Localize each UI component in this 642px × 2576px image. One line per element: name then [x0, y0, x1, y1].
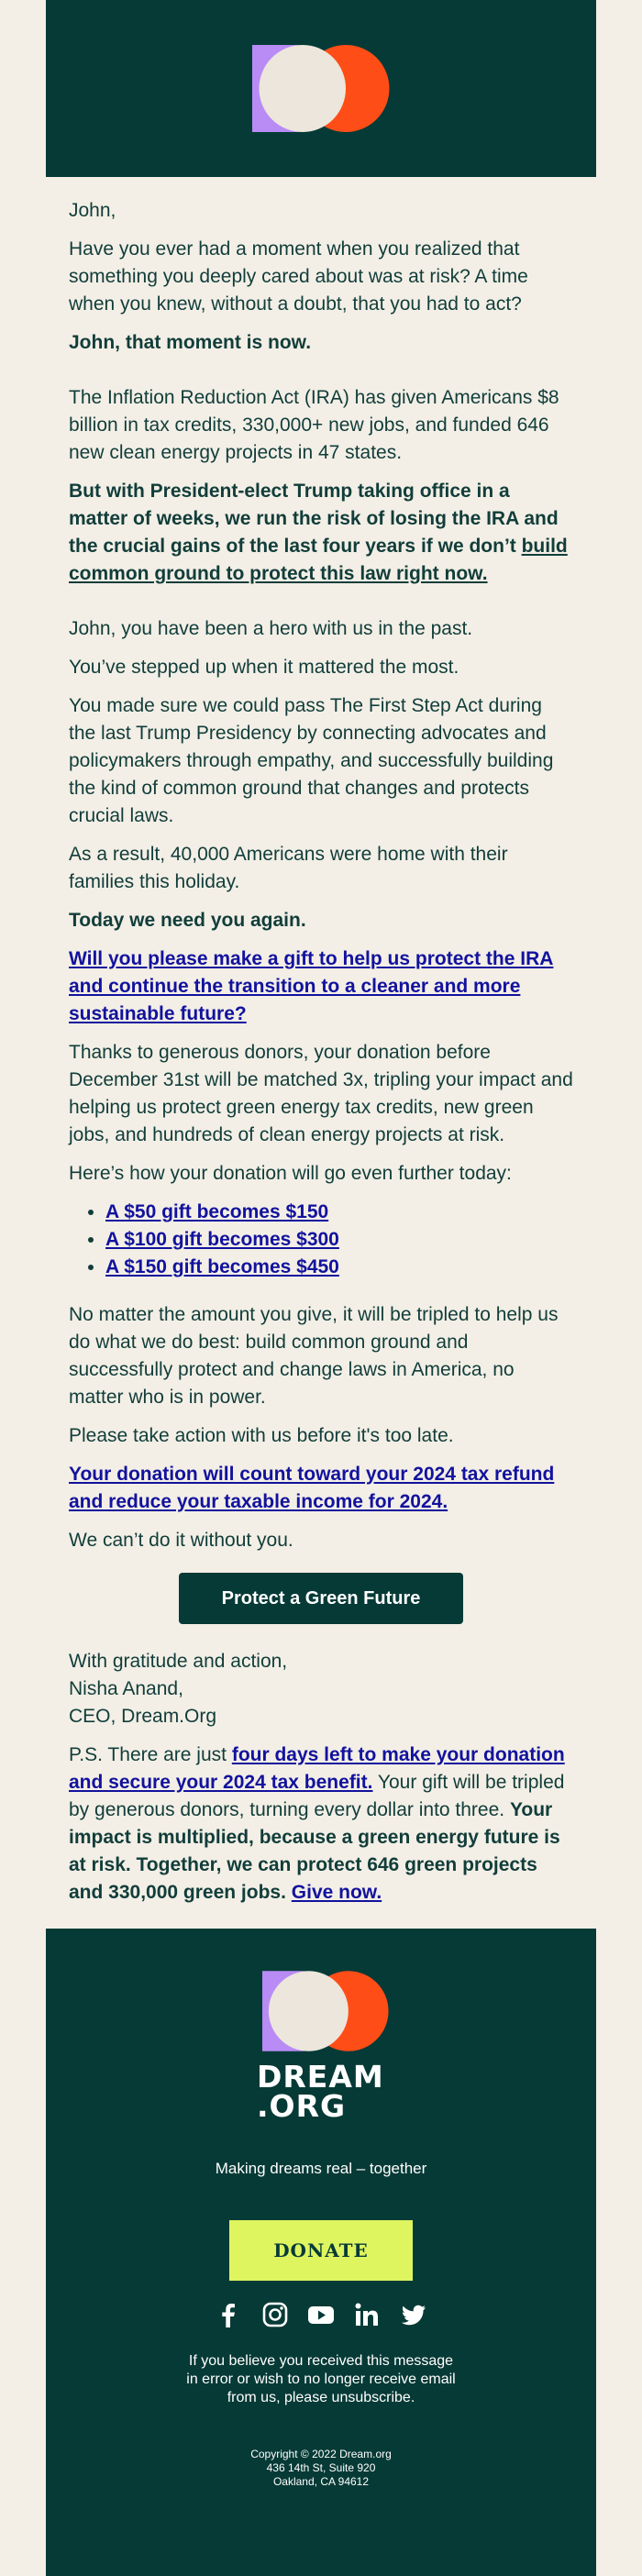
social-links [46, 2301, 596, 2328]
address-line-2: Oakland, CA 94612 [272, 2475, 370, 2488]
give-now-link[interactable]: Give now. [291, 1882, 382, 1903]
email-body [46, 177, 596, 1929]
paragraph-1: Have you ever had a moment when you realized that something you deeply cared about was at risk? A time when you knew, without a doubt, that you had to act? [69, 238, 528, 315]
email-container [46, 0, 596, 2576]
signature-line-1: With gratitude and action, [69, 1651, 288, 1672]
paragraph-3: The Inflation Reduction Act (IRA) has given Americans $8 billion in tax credits, 330,000+ new jobs, and funded 646 new clean energy projects in 47 states. [69, 387, 559, 463]
instagram-icon[interactable] [261, 2301, 289, 2328]
paragraph-14: Please take action with us before it's too late. [69, 1425, 454, 1446]
paragraph-6: You’ve stepped up when it mattered the most. [69, 657, 459, 678]
paragraph-15 [69, 1461, 573, 1516]
donate-button[interactable]: DONATE [229, 2220, 413, 2281]
signature [69, 1648, 573, 1730]
gift-list [69, 1199, 573, 1281]
paragraph-7: You made sure we could pass The First Step Act during the last Trump Presidency by connecting advocates and policymakers through empathy, and successfully building the kind of common ground that changes and protects crucial laws. [69, 695, 554, 826]
four-days-link[interactable]: four days left to make your donation and secure your 2024 tax benefit. [69, 1744, 565, 1793]
paragraph-16: We can’t do it without you. [69, 1530, 293, 1551]
signature-name: Nisha Anand, [69, 1678, 183, 1699]
postscript [69, 1741, 573, 1907]
unsubscribe-text[interactable]: If you believe you received this message in error or wish to no longer receive email from us, please unsubscribe. [186, 2353, 456, 2405]
signature-title: CEO, Dream.Org [69, 1706, 217, 1727]
youtube-icon[interactable] [307, 2301, 335, 2328]
paragraph-9: Today we need you again. [69, 910, 306, 931]
list-item [105, 1254, 573, 1281]
gift-50-link[interactable]: A $50 gift becomes $150 [105, 1201, 329, 1222]
paragraph-4-text: But with President-elect Trump taking office in a matter of weeks, we run the risk of losing the IRA and the crucial gains of the last four years if we don’t [69, 481, 559, 557]
protect-law-link[interactable]: build common ground to protect this law right now. [69, 536, 568, 584]
dream-org-wordmark [257, 2059, 384, 2124]
paragraph-8: As a result, 40,000 Americans were home with their families this holiday. [69, 844, 508, 892]
paragraph-10 [69, 945, 573, 1028]
copyright-text: Copyright © 2022 Dream.org [250, 2448, 392, 2460]
ps-bold-text: Your impact is multiplied, because a green energy future is at risk. Together, we can protect 646 green projects and 330,000 green jobs. [69, 1799, 560, 1903]
paragraph-13: No matter the amount you give, it will be tripled to help us do what we do best: build common ground and successfully protect and change laws in America, no matter who is in power. [69, 1304, 559, 1408]
linkedin-icon[interactable] [353, 2301, 381, 2328]
list-item [105, 1199, 573, 1226]
footer-tagline: Making dreams real – together [215, 2160, 427, 2177]
footer-address [46, 2448, 596, 2489]
paragraph-4 [69, 478, 573, 588]
facebook-icon[interactable] [215, 2301, 242, 2328]
email-footer [46, 1929, 596, 2576]
gift-100-link[interactable]: A $100 gift becomes $300 [105, 1229, 339, 1250]
list-item [105, 1226, 573, 1254]
gift-150-link[interactable]: A $150 gift becomes $450 [105, 1256, 339, 1277]
dream-org-logo-icon [252, 45, 390, 132]
ps-text-1: P.S. There are just [69, 1744, 232, 1765]
email-header [46, 0, 596, 177]
paragraph-5: John, you have been a hero with us in the past. [69, 618, 473, 639]
make-gift-link[interactable]: Will you please make a gift to help us protect the IRA and continue the transition to a cleaner and more sustainable future? [69, 948, 554, 1024]
paragraph-2: John, that moment is now. [69, 332, 312, 353]
tax-refund-link[interactable]: Your donation will count toward your 2024 tax refund and reduce your taxable income for 2024. [69, 1464, 555, 1512]
paragraph-12: Here’s how your donation will go even further today: [69, 1163, 512, 1184]
protect-green-future-button[interactable]: Protect a Green Future [179, 1573, 463, 1624]
wordmark-line-1: DREAM [257, 2059, 384, 2095]
twitter-icon[interactable] [400, 2301, 427, 2328]
wordmark-line-2: .ORG [257, 2088, 347, 2124]
paragraph-11: Thanks to generous donors, your donation before December 31st will be matched 3x, tripling your impact and helping us protect green energy tax credits, new green jobs, and hundreds of clean energy projects at risk. [69, 1042, 573, 1145]
address-line-1: 436 14th St, Suite 920 [266, 2461, 376, 2474]
greeting: John, [69, 200, 116, 221]
cta-container [69, 1573, 573, 1624]
dream-org-footer-logo-icon [262, 1971, 389, 2051]
ps-text-2: Your gift will be tripled by generous donors, turning every dollar into three. [69, 1772, 565, 1820]
